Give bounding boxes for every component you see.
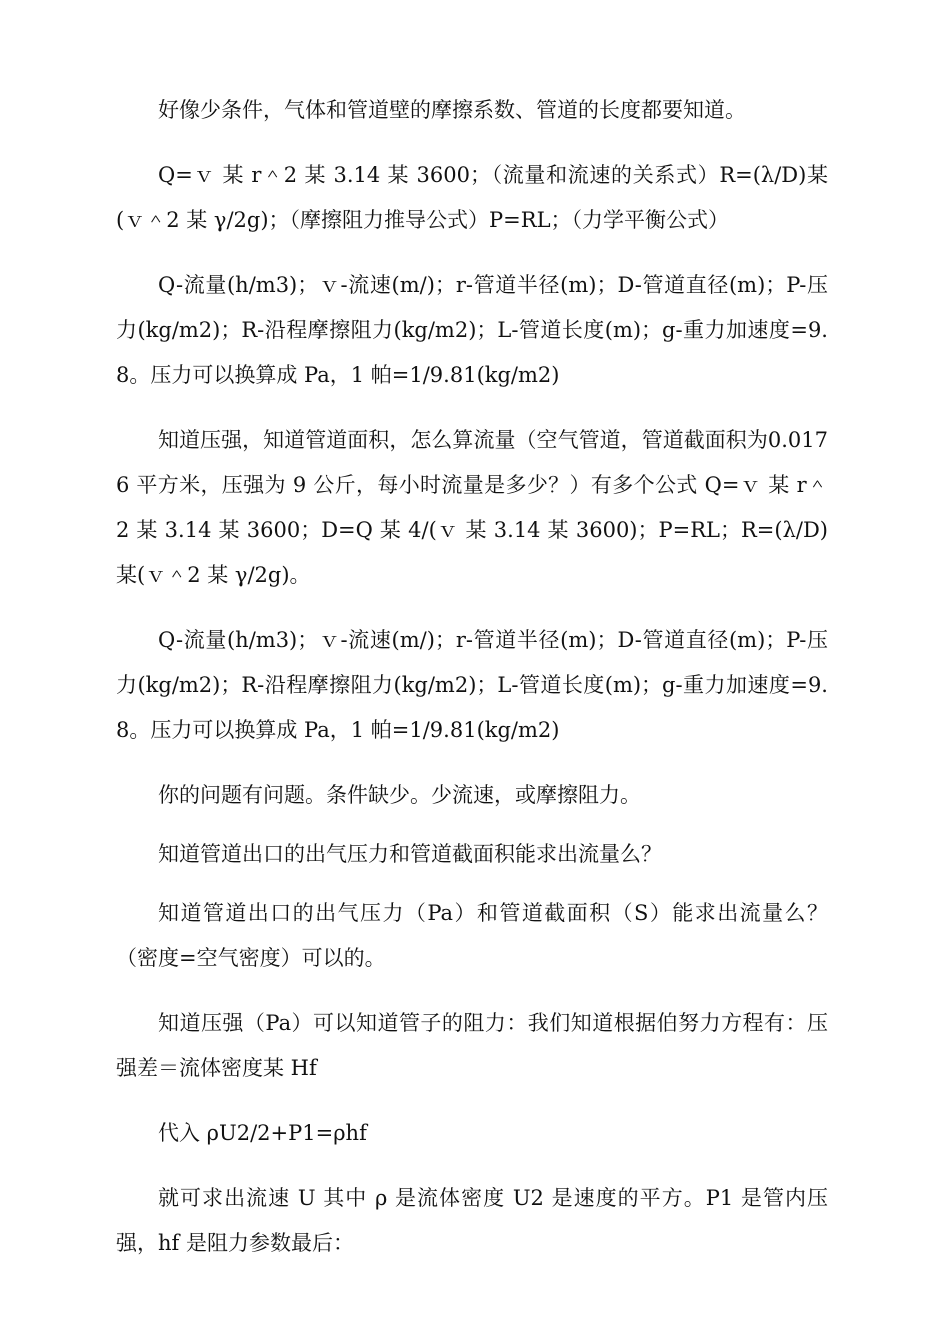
paragraph-substitution: 代入 ρU2/2+P1=ρhf	[158, 1121, 367, 1145]
paragraph-symbol-definitions-repeat: Q-流量(h/m3)；ｖ-流速(m/)；r-管道半径(m)；D-管道直径(m)；P-压力(kg/m2)；R-沿程摩擦阻力(kg/m2)；L-管道长度(m)；g-重力加速度=9.8。压力可以换算成 Pa，1 帕=1/9.81(kg/m2)	[116, 628, 828, 742]
paragraph-question: 知道压强，知道管道面积，怎么算流量（空气管道，管道截面积为0.0176 平方米，压强为 9 公斤，每小时流量是多少？）有多个公式 Q=ｖ 某 r＾2 某 3.14 某 3600；D=Q 某 4/(ｖ 某 3.14 某 3600)；P=RL；R=(λ/D)某(ｖ＾2 某 γ/2g)。	[116, 428, 828, 587]
paragraph-intro: 好像少条件，气体和管道壁的摩擦系数、管道的长度都要知道。	[158, 98, 746, 122]
paragraph-answer-missing-conditions: 你的问题有问题。条件缺少。少流速，或摩擦阻力。	[158, 783, 641, 807]
paragraph-symbol-definitions: Q-流量(h/m3)；ｖ-流速(m/)；r-管道半径(m)；D-管道直径(m)；P-压力(kg/m2)；R-沿程摩擦阻力(kg/m2)；L-管道长度(m)；g-重力加速度=9.8。压力可以换算成 Pa，1 帕=1/9.81(kg/m2)	[116, 273, 828, 387]
paragraph-formulas: Q=ｖ 某 r＾2 某 3.14 某 3600；（流量和流速的关系式）R=(λ/D)某(ｖ＾2 某 γ/2g)；（摩擦阻力推导公式）P=RL；（力学平衡公式）	[116, 163, 828, 232]
paragraph-bernoulli: 知道压强（Pa）可以知道管子的阻力：我们知道根据伯努力方程有：压强差＝流体密度某 Hf	[116, 1011, 828, 1080]
paragraph-velocity-solution: 就可求出流速 U 其中 ρ 是流体密度 U2 是速度的平方。P1 是管内压强，hf 是阻力参数最后：	[116, 1186, 828, 1255]
document-body	[116, 88, 828, 1286]
paragraph-outlet-question: 知道管道出口的出气压力和管道截面积能求出流量么？	[158, 842, 662, 866]
paragraph-outlet-answer: 知道管道出口的出气压力（Pa）和管道截面积（S）能求出流量么？（密度=空气密度）可以的。	[116, 901, 828, 970]
